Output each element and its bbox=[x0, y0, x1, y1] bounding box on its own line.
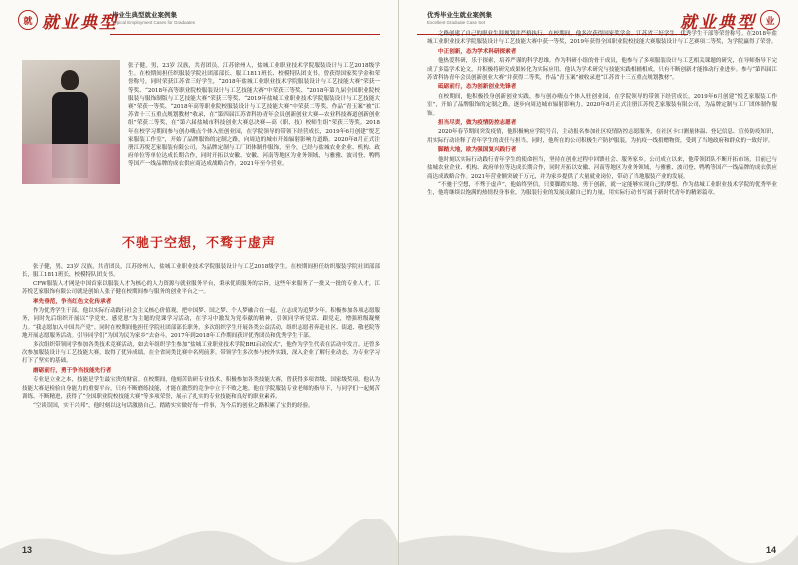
left-article-body bbox=[22, 263, 380, 410]
right-header-subtitle bbox=[427, 10, 492, 25]
left-header-en: Typical Employment Cases for Graduates bbox=[112, 20, 196, 25]
mountain-decoration bbox=[399, 519, 798, 565]
section-heading: 担当尽责，做为疫情防控志愿者 bbox=[438, 120, 517, 127]
left-brand-title: 就业典型 bbox=[42, 12, 118, 33]
section-heading: 磨砺前行，勇于争当技能先行者 bbox=[33, 367, 112, 374]
section-paragraph: 2020年春节期间突发疫情，他积极响应学院号召，主动报名参加社区疫情防控志愿服务，在社区卡口测量体温、登记信息、宣传防疫知识，用实际行动诠释了青年学生的责任与担当。同时，他所在的公司积极生产防护服装，为抗疫一线捐赠物资，受到了当地政府和群众的一致好评。 bbox=[427, 129, 777, 144]
section-paragraph: 之路创建了自己的职业生涯规划并严格执行。在校期间，他多次获得国家奖学金、江苏省三好学生、优秀学生干部等荣誉称号。在2018年盐城工业职业技术学院服装设计与工艺技能大赛中获一等奖，2019年获得全国职业院校技能大赛服装设计与工艺赛项二等奖，为学院赢得了荣誉。 bbox=[427, 31, 777, 46]
right-header-zh: 优秀毕业生就业案例集 bbox=[427, 12, 492, 19]
section-paragraph: 专业是立业之本，技能是学生最宝贵的财富。在校期间，他刻苦钻研专业技术，积极参加各类技能大赛，曾获得多项省级、国家级奖项。他认为技能大赛是检验自身能力的重要平台，只有不断磨练技能，才能在激烈的竞争中立于不败之地。他在学院服装专业老师的指导下，与同学们一起刻苦训练、不断精进，获得了“全国职业院校技能大赛”等多项荣誉，展示了扎实的专业技能和良好的职业素养。 bbox=[22, 377, 380, 401]
section-paragraph: 他时刻以实际行动践行青年学生的使命担当，坚持在创业过程中回馈社会、服务家乡。公司成立以来，他带领团队不断开拓市场，目前已与盐城农业企业、机构、政府单位等达成长期合作，同时开拓以安徽、河南等地区为业务领域，与雅雅、波司登、鸭鸭等国产一线品牌的成衣供应商达成战略合作。2021年营业额突破千万元，并为家乡提供了大量就业岗位，带动了当地服装产业的发展。 bbox=[427, 156, 777, 180]
mountain-decoration bbox=[0, 519, 399, 565]
left-header-rule bbox=[110, 34, 380, 35]
section-heading: 脚踏大地，欧为强国复兴践行者 bbox=[438, 147, 517, 154]
section-heading: 率先垂范，争当红色文化传承者 bbox=[33, 298, 112, 305]
section-paragraph: 在校期间，他积极投身创新创业实践，参与创办嗨点个体入驻创业园，在学院领导的带领下经营成长。2019年6月创建“悦艺家服装工作室”，开始了品牌服饰的定制之路，逐步向周边城市辐射影响力。2020年8月正式注册江苏悦艺家服装有限公司，为品牌定制与工厂团体制作服饰。 bbox=[427, 93, 777, 117]
profile-photo bbox=[22, 60, 120, 184]
section-heading: 中正创新，态为学术科研探索者 bbox=[438, 48, 517, 55]
right-brand bbox=[680, 8, 780, 33]
right-brand-title: 就业典型 bbox=[680, 12, 756, 33]
section-paragraph: 作为优秀学生干部，他以实际行动践行社会主义核心价值观。把中国梦、国之梦、个人梦融合在一起，立志成为追梦少年。积极参加各项志愿服务，同时先后组织开展以“学党史、感党恩”为主题的党课学习活动，在学习中激发为党奉献的精神，引领同学听党话、跟党走，增强班级凝聚力。“我志愿加入中国共产党”。同时在校期间他担任学院社团部部长职务，多次组织学生开展各类公益活动，组织志愿者奔赴社区、街道、敬老院等地开展志愿服务活动。引导同学们“为国为民为家乡”去奋斗。2017年到2018年工作期间获评优秀团员和优秀学生干部。 bbox=[22, 308, 380, 340]
profile-bio: 张子健，男，23岁 汉族，共青团员，江苏徐州人，盐城工业职业技术学院服装设计与工艺2018级学生。在校期间担任织服装学院社团部部长、服工1811班长、校模特队团支书。曾获得国家奖学金和荣誉称号，同时荣获江苏省三好学生，“2018年盐城工业职业技术学院服装设计与工艺技能大赛”荣获一等奖、“2018年高等职业院校服装设计与工艺技能大赛”中荣获三等奖、“2018年第九届全国职业院校服装与服饰制版与工艺技能大赛”荣获三等奖、“2019年盐城工业职业技术学院服装设计与工艺技能大赛”荣获一等奖、“2018年高等职业院校服装设计与工艺技能大赛”中荣获二等奖。作品“青玉案”被“江苏省十三五重点规划教材”收录，在“第四届江苏省科协青年会员创新创业大赛—农业科技赛道创新创业组”荣获二等奖，在“第六届盐城市科技创业大赛总决赛—高（职、技）校师生组”荣获三等奖。2018年在校学习期间参与创办嗨点个体入驻创业园，在学院领导的带领下经营成长，2019年6月创建“悦艺家服装工作室”，开始了品牌服饰的定制之路，向周边的城市开始辐射影响力道路。2020年8月正式注册江苏悦艺家服装有限公司，为品牌定制与工厂团体制作服饰，至今，已经与盐城农业企业、机构、政府单位等单位达成长期合作，同时开拓以安徽、安徽、河南等地区为业务领域，与雅雅、波司登、鸭鸭等国产一线品牌的成衣供应商达成战略合作，2021年至今营业。 bbox=[128, 63, 380, 168]
section-paragraph: 他热爱科研，乐于探索，培养严谨的科学思维。作为科研小组的骨干成员，他参与了多项服装设计与工艺相关课题的研究，在导师指导下完成了多篇学术论文，并积极将研究成果转化为实际应用。他认为学术研究与技能实践相辅相成，只有不断创新才能推动行业进步。参与“第四届江苏省科协青年会员创新创业大赛”并获得二等奖，作品“青玉案”被收录进“江苏省十三五重点规划教材”。 bbox=[427, 58, 777, 82]
left-header-zh: 毕业生典型就业案例集 bbox=[112, 12, 177, 19]
article-headline: 不驰于空想，不骛于虚声 bbox=[121, 236, 276, 251]
left-brand bbox=[18, 8, 118, 33]
section-heading: 砥砺前行，态为创新创业先锋者 bbox=[438, 84, 517, 91]
left-page-number: 13 bbox=[22, 545, 33, 555]
seal-icon: 就 bbox=[18, 10, 38, 30]
intro-paragraph-2: CFW服装人才网是中国首家以服装人才为核心的人力资源与就业服务平台，秉承优质服务的宗旨，这些年来服务了一批又一批的专业人才，江苏悦艺家服饰有限公司就是创始人张子健在校期间参与服务的创业平台之一。 bbox=[22, 280, 380, 296]
right-page bbox=[399, 0, 798, 565]
right-article-body bbox=[427, 30, 777, 198]
left-header-subtitle bbox=[112, 10, 195, 25]
intro-paragraph: 张子健，男，23岁 汉族，共青团员，江苏徐州人，盐城工业职业技术学院服装设计与工艺2018级学生，在校期间担任纺织服装学院社团部部长，服工1811班长，校模特队团支书。 bbox=[22, 264, 380, 279]
section-paragraph: “空谈误国，实干兴邦”，他时刻以这句话激励自己，踏踏实实做好每一件事，为今后的创业之路积累了宝贵的经验。 bbox=[33, 402, 314, 409]
section-paragraph: 多次组织带领同学参加各类技术竞赛活动，如去年组织学生参加“盐城工业职业技术学院BRI启动仪式”，他作为学生代表在活动中发言。还曾多次参加服装设计与工艺技能大赛，取得了优异成绩，在全省同类比赛中名列前茅。带领学生多次参与校外实践，深入企业了解行业动态，为专业学习打下了坚实的基础。 bbox=[22, 341, 380, 365]
right-page-number: 14 bbox=[765, 545, 776, 555]
section-paragraph: “不驰于空想，不骛于虚声”，他始终坚信，只要脚踏实地、勇于创新，就一定能够实现自己的梦想。作为盐城工业职业技术学院的优秀毕业生，他将继续以饱满的热情投身事业，为服装行业的发展贡献自己的力量，用实际行动书写属于新时代青年的精彩篇章。 bbox=[427, 181, 777, 197]
right-header-en: Excellent Graduate Case Set bbox=[427, 20, 486, 25]
fabric-detail bbox=[22, 144, 120, 184]
seal-icon: 业 bbox=[760, 10, 780, 30]
